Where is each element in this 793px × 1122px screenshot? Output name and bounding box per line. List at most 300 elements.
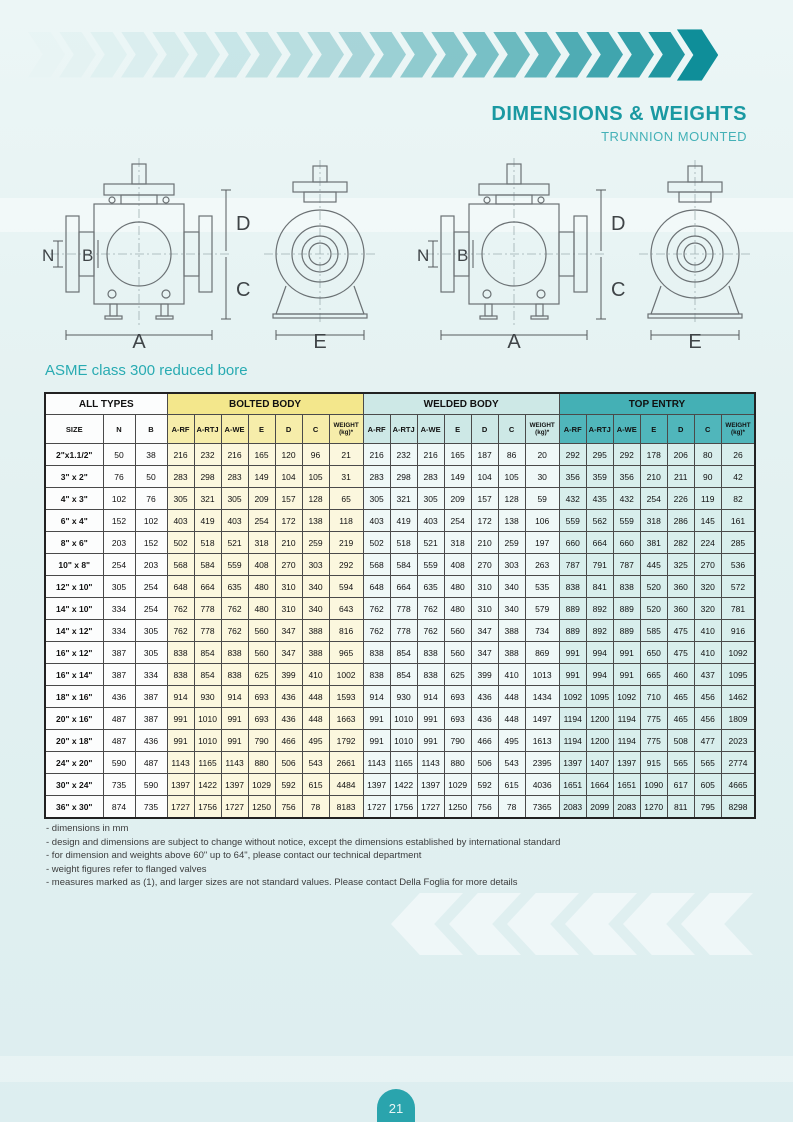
cell-top_entry: 465 xyxy=(667,708,694,730)
cell-n: 334 xyxy=(103,620,135,642)
cell-welded: 778 xyxy=(390,598,417,620)
cell-bolted: 756 xyxy=(275,796,302,819)
cell-bolted: 283 xyxy=(167,466,194,488)
cell-bolted: 1143 xyxy=(221,752,248,774)
cell-bolted: 543 xyxy=(302,752,329,774)
cell-b: 76 xyxy=(135,488,167,510)
cell-welded: 419 xyxy=(390,510,417,532)
cell-top_entry: 295 xyxy=(586,444,613,466)
cell-bolted: 914 xyxy=(221,686,248,708)
cell-bolted: 1593 xyxy=(329,686,363,708)
cell-n: 76 xyxy=(103,466,135,488)
column-header-bolted: E xyxy=(248,415,275,444)
cell-n: 305 xyxy=(103,576,135,598)
cell-bolted: 310 xyxy=(275,576,302,598)
cell-bolted: 2661 xyxy=(329,752,363,774)
cell-welded: 1397 xyxy=(417,774,444,796)
cell-top_entry: 1092 xyxy=(721,642,755,664)
cell-top_entry: 286 xyxy=(667,510,694,532)
bolted-body-valve-drawing xyxy=(24,150,399,358)
cell-n: 436 xyxy=(103,686,135,708)
cell-bolted: 838 xyxy=(221,642,248,664)
cell-top_entry: 2083 xyxy=(613,796,640,819)
cell-top_entry: 292 xyxy=(559,444,586,466)
cell-top_entry: 1809 xyxy=(721,708,755,730)
cell-top_entry: 2774 xyxy=(721,752,755,774)
cell-bolted: 495 xyxy=(302,730,329,752)
cell-top_entry: 1651 xyxy=(559,774,586,796)
cell-b: 50 xyxy=(135,466,167,488)
cell-n: 487 xyxy=(103,708,135,730)
cell-n: 387 xyxy=(103,664,135,686)
cell-welded: 270 xyxy=(471,554,498,576)
dim-label-n: N xyxy=(42,246,55,265)
cell-top_entry: 617 xyxy=(667,774,694,796)
cell-n: 334 xyxy=(103,598,135,620)
cell-welded: 340 xyxy=(498,598,525,620)
cell-bolted: 854 xyxy=(194,642,221,664)
cell-bolted: 914 xyxy=(167,686,194,708)
cell-bolted: 693 xyxy=(248,708,275,730)
cell-welded: 197 xyxy=(525,532,559,554)
cell-top_entry: 254 xyxy=(640,488,667,510)
cell-welded: 1143 xyxy=(363,752,390,774)
cell-top_entry: 781 xyxy=(721,598,755,620)
cell-bolted: 305 xyxy=(167,488,194,510)
cell-bolted: 157 xyxy=(275,488,302,510)
cell-welded: 535 xyxy=(525,576,559,598)
cell-welded: 1013 xyxy=(525,664,559,686)
cell-bolted: 419 xyxy=(194,510,221,532)
cell-welded: 263 xyxy=(525,554,559,576)
cell-top_entry: 1407 xyxy=(586,752,613,774)
cell-top_entry: 410 xyxy=(694,642,721,664)
cell-top_entry: 456 xyxy=(694,686,721,708)
cell-top_entry: 915 xyxy=(640,752,667,774)
cell-welded: 436 xyxy=(471,686,498,708)
cell-welded: 502 xyxy=(363,532,390,554)
cell-welded: 1010 xyxy=(390,730,417,752)
cell-n: 590 xyxy=(103,752,135,774)
dim-label-c: C xyxy=(611,279,626,301)
cell-welded: 506 xyxy=(471,752,498,774)
dim-label-n: N xyxy=(417,246,430,265)
column-header-top_entry: C xyxy=(694,415,721,444)
centerlines xyxy=(50,158,376,326)
cell-welded: 30 xyxy=(525,466,559,488)
cell-bolted: 648 xyxy=(167,576,194,598)
cell-bolted: 502 xyxy=(167,532,194,554)
cell-welded: 172 xyxy=(471,510,498,532)
cell-bolted: 149 xyxy=(248,466,275,488)
cell-welded: 209 xyxy=(444,488,471,510)
cell-bolted: 1756 xyxy=(194,796,221,819)
cell-bolted: 594 xyxy=(329,576,363,598)
cell-n: 254 xyxy=(103,554,135,576)
cell-bolted: 560 xyxy=(248,620,275,642)
cell-size: 4" x 3" xyxy=(45,488,103,510)
cell-bolted: 340 xyxy=(302,576,329,598)
dim-label-a: A xyxy=(132,331,146,353)
cell-b: 102 xyxy=(135,510,167,532)
table-row xyxy=(45,642,755,664)
centerlines xyxy=(425,158,751,326)
cell-bolted: 399 xyxy=(275,664,302,686)
cell-bolted: 880 xyxy=(248,752,275,774)
column-header-top_entry: E xyxy=(640,415,667,444)
cell-bolted: 584 xyxy=(194,554,221,576)
cell-welded: 838 xyxy=(363,642,390,664)
cell-welded: 1497 xyxy=(525,708,559,730)
cell-size: 36" x 30" xyxy=(45,796,103,819)
cell-top_entry: 477 xyxy=(694,730,721,752)
cell-welded: 625 xyxy=(444,664,471,686)
cell-top_entry: 889 xyxy=(559,598,586,620)
cell-welded: 466 xyxy=(471,730,498,752)
table-row xyxy=(45,664,755,686)
cell-bolted: 466 xyxy=(275,730,302,752)
page-title: DIMENSIONS & WEIGHTS xyxy=(491,103,747,125)
cell-welded: 615 xyxy=(498,774,525,796)
cell-welded: 1727 xyxy=(417,796,444,819)
cell-top_entry: 161 xyxy=(721,510,755,532)
cell-top_entry: 42 xyxy=(721,466,755,488)
cell-b: 735 xyxy=(135,796,167,819)
cell-bolted: 762 xyxy=(221,598,248,620)
column-header-b: B xyxy=(135,415,167,444)
cell-bolted: 1250 xyxy=(248,796,275,819)
cell-welded: 4036 xyxy=(525,774,559,796)
cell-welded: 480 xyxy=(444,576,471,598)
group-header-welded: WELDED BODY xyxy=(363,393,559,415)
cell-top_entry: 650 xyxy=(640,642,667,664)
cell-size: 20" x 18" xyxy=(45,730,103,752)
cell-size: 16" x 14" xyxy=(45,664,103,686)
cell-welded: 410 xyxy=(498,664,525,686)
cell-top_entry: 838 xyxy=(559,576,586,598)
cell-top_entry: 1200 xyxy=(586,730,613,752)
cell-top_entry: 82 xyxy=(721,488,755,510)
cell-welded: 1010 xyxy=(390,708,417,730)
cell-welded: 1613 xyxy=(525,730,559,752)
cell-welded: 403 xyxy=(417,510,444,532)
cell-bolted: 118 xyxy=(329,510,363,532)
cell-bolted: 778 xyxy=(194,598,221,620)
cell-top_entry: 787 xyxy=(613,554,640,576)
cell-welded: 347 xyxy=(471,642,498,664)
cell-welded: 59 xyxy=(525,488,559,510)
cell-top_entry: 318 xyxy=(640,510,667,532)
cell-n: 735 xyxy=(103,774,135,796)
background-chevron-decoration xyxy=(681,893,753,955)
cell-bolted: 854 xyxy=(194,664,221,686)
cell-top_entry: 1397 xyxy=(613,752,640,774)
cell-welded: 568 xyxy=(363,554,390,576)
cell-bolted: 283 xyxy=(221,466,248,488)
cell-bolted: 1397 xyxy=(167,774,194,796)
cell-welded: 283 xyxy=(417,466,444,488)
cell-bolted: 1143 xyxy=(167,752,194,774)
cell-n: 387 xyxy=(103,642,135,664)
cell-size: 8" x 6" xyxy=(45,532,103,554)
cell-bolted: 216 xyxy=(167,444,194,466)
cell-bolted: 436 xyxy=(275,686,302,708)
cell-top_entry: 1095 xyxy=(586,686,613,708)
cell-bolted: 78 xyxy=(302,796,329,819)
cell-bolted: 21 xyxy=(329,444,363,466)
cell-top_entry: 565 xyxy=(694,752,721,774)
cell-top_entry: 119 xyxy=(694,488,721,510)
cell-welded: 216 xyxy=(417,444,444,466)
cell-welded: 579 xyxy=(525,598,559,620)
cell-welded: 305 xyxy=(417,488,444,510)
technical-drawings xyxy=(24,150,774,358)
cell-bolted: 408 xyxy=(248,554,275,576)
cell-welded: 157 xyxy=(471,488,498,510)
cell-welded: 1727 xyxy=(363,796,390,819)
cell-top_entry: 811 xyxy=(667,796,694,819)
cell-top_entry: 80 xyxy=(694,444,721,466)
cell-top_entry: 2099 xyxy=(586,796,613,819)
valve-line-drawing xyxy=(399,150,774,358)
cell-top_entry: 559 xyxy=(613,510,640,532)
dim-label-c: C xyxy=(236,279,251,301)
dim-label-b: B xyxy=(457,246,469,265)
cell-welded: 7365 xyxy=(525,796,559,819)
cell-top_entry: 572 xyxy=(721,576,755,598)
cell-top_entry: 775 xyxy=(640,708,667,730)
cell-welded: 448 xyxy=(498,686,525,708)
cell-size: 14" x 10" xyxy=(45,598,103,620)
cell-welded: 305 xyxy=(363,488,390,510)
cell-top_entry: 664 xyxy=(586,532,613,554)
dim-label-e: E xyxy=(688,331,702,353)
cell-welded: 388 xyxy=(498,620,525,642)
cell-welded: 1422 xyxy=(390,774,417,796)
valve-side-view xyxy=(273,166,367,318)
cell-b: 590 xyxy=(135,774,167,796)
cell-welded: 543 xyxy=(498,752,525,774)
column-header-top_entry: WEIGHT (kg)* xyxy=(721,415,755,444)
footnote-line: - design and dimensions are subject to change without notice, except the dimensions established by international standard xyxy=(46,836,561,848)
cell-b: 38 xyxy=(135,444,167,466)
dim-label-b: B xyxy=(82,246,94,265)
cell-bolted: 991 xyxy=(167,730,194,752)
cell-welded: 1143 xyxy=(417,752,444,774)
table-row xyxy=(45,444,755,466)
cell-bolted: 991 xyxy=(167,708,194,730)
cell-top_entry: 178 xyxy=(640,444,667,466)
cell-bolted: 216 xyxy=(221,444,248,466)
group-header-all-types: ALL TYPES xyxy=(45,393,167,415)
cell-top_entry: 292 xyxy=(613,444,640,466)
cell-welded: 838 xyxy=(363,664,390,686)
cell-top_entry: 460 xyxy=(667,664,694,686)
cell-bolted: 1792 xyxy=(329,730,363,752)
cell-top_entry: 8298 xyxy=(721,796,755,819)
cell-top_entry: 1194 xyxy=(613,730,640,752)
cell-b: 387 xyxy=(135,708,167,730)
cell-n: 50 xyxy=(103,444,135,466)
cell-welded: 838 xyxy=(417,664,444,686)
cell-bolted: 403 xyxy=(221,510,248,532)
cell-top_entry: 1095 xyxy=(721,664,755,686)
cell-top_entry: 381 xyxy=(640,532,667,554)
valve-side-view xyxy=(648,166,742,318)
cell-top_entry: 787 xyxy=(559,554,586,576)
cell-bolted: 96 xyxy=(302,444,329,466)
cell-welded: 854 xyxy=(390,664,417,686)
cell-welded: 518 xyxy=(390,532,417,554)
cell-welded: 86 xyxy=(498,444,525,466)
cell-bolted: 138 xyxy=(302,510,329,532)
cell-welded: 78 xyxy=(498,796,525,819)
column-header-welded: WEIGHT (kg)* xyxy=(525,415,559,444)
cell-top_entry: 1092 xyxy=(613,686,640,708)
cell-bolted: 410 xyxy=(302,664,329,686)
table-row xyxy=(45,532,755,554)
cell-welded: 1434 xyxy=(525,686,559,708)
cell-bolted: 436 xyxy=(275,708,302,730)
cell-b: 254 xyxy=(135,576,167,598)
cell-top_entry: 889 xyxy=(613,620,640,642)
cell-bolted: 1010 xyxy=(194,708,221,730)
cell-welded: 762 xyxy=(363,598,390,620)
cell-welded: 930 xyxy=(390,686,417,708)
cell-bolted: 991 xyxy=(221,730,248,752)
cell-bolted: 1422 xyxy=(194,774,221,796)
table-row xyxy=(45,774,755,796)
cell-welded: 854 xyxy=(390,642,417,664)
cell-size: 14" x 12" xyxy=(45,620,103,642)
cell-welded: 340 xyxy=(498,576,525,598)
cell-bolted: 778 xyxy=(194,620,221,642)
cell-welded: 560 xyxy=(444,620,471,642)
cell-welded: 790 xyxy=(444,730,471,752)
cell-bolted: 165 xyxy=(248,444,275,466)
cell-bolted: 480 xyxy=(248,576,275,598)
cell-b: 152 xyxy=(135,532,167,554)
cell-welded: 914 xyxy=(417,686,444,708)
cell-welded: 1397 xyxy=(363,774,390,796)
cell-bolted: 120 xyxy=(275,444,302,466)
background-band xyxy=(0,1056,793,1082)
cell-bolted: 790 xyxy=(248,730,275,752)
cell-size: 2"x1.1/2" xyxy=(45,444,103,466)
cell-bolted: 292 xyxy=(329,554,363,576)
cell-n: 487 xyxy=(103,730,135,752)
cell-bolted: 1727 xyxy=(221,796,248,819)
cell-welded: 138 xyxy=(498,510,525,532)
cell-bolted: 388 xyxy=(302,620,329,642)
cell-bolted: 664 xyxy=(194,576,221,598)
cell-welded: 991 xyxy=(363,708,390,730)
cell-size: 12" x 10" xyxy=(45,576,103,598)
cell-welded: 20 xyxy=(525,444,559,466)
column-header-top_entry: A-WE xyxy=(613,415,640,444)
cell-welded: 1250 xyxy=(444,796,471,819)
table-row xyxy=(45,576,755,598)
column-header-welded: A-RF xyxy=(363,415,390,444)
cell-top_entry: 775 xyxy=(640,730,667,752)
dim-label-e: E xyxy=(313,331,327,353)
cell-b: 305 xyxy=(135,642,167,664)
table-row xyxy=(45,730,755,752)
cell-bolted: 568 xyxy=(167,554,194,576)
cell-bolted: 930 xyxy=(194,686,221,708)
dimensions-weights-table xyxy=(44,392,756,819)
cell-welded: 254 xyxy=(444,510,471,532)
cell-top_entry: 1664 xyxy=(586,774,613,796)
cell-bolted: 838 xyxy=(167,664,194,686)
cell-top_entry: 2023 xyxy=(721,730,755,752)
group-header-top_entry: TOP ENTRY xyxy=(559,393,755,415)
title-block xyxy=(491,103,747,144)
cell-welded: 1756 xyxy=(390,796,417,819)
cell-welded: 318 xyxy=(444,532,471,554)
cell-bolted: 615 xyxy=(302,774,329,796)
cell-top_entry: 562 xyxy=(586,510,613,532)
cell-top_entry: 320 xyxy=(694,576,721,598)
table-row xyxy=(45,708,755,730)
cell-top_entry: 4665 xyxy=(721,774,755,796)
cell-welded: 756 xyxy=(471,796,498,819)
cell-welded: 521 xyxy=(417,532,444,554)
cell-bolted: 270 xyxy=(275,554,302,576)
column-header-welded: E xyxy=(444,415,471,444)
cell-bolted: 318 xyxy=(248,532,275,554)
cell-size: 10" x 8" xyxy=(45,554,103,576)
column-header-top_entry: D xyxy=(667,415,694,444)
cell-top_entry: 660 xyxy=(559,532,586,554)
cell-bolted: 518 xyxy=(194,532,221,554)
cell-b: 254 xyxy=(135,598,167,620)
cell-welded: 210 xyxy=(471,532,498,554)
cell-top_entry: 26 xyxy=(721,444,755,466)
cell-welded: 584 xyxy=(390,554,417,576)
cell-size: 3" x 2" xyxy=(45,466,103,488)
cell-welded: 880 xyxy=(444,752,471,774)
column-header-welded: A-RTJ xyxy=(390,415,417,444)
cell-welded: 560 xyxy=(444,642,471,664)
cell-top_entry: 475 xyxy=(667,642,694,664)
cell-b: 436 xyxy=(135,730,167,752)
cell-welded: 2395 xyxy=(525,752,559,774)
group-header-bolted: BOLTED BODY xyxy=(167,393,363,415)
cell-top_entry: 520 xyxy=(640,576,667,598)
cell-bolted: 506 xyxy=(275,752,302,774)
cell-bolted: 4484 xyxy=(329,774,363,796)
cell-bolted: 403 xyxy=(167,510,194,532)
cell-welded: 762 xyxy=(363,620,390,642)
cell-bolted: 388 xyxy=(302,642,329,664)
cell-welded: 762 xyxy=(417,598,444,620)
cell-b: 387 xyxy=(135,686,167,708)
cell-n: 874 xyxy=(103,796,135,819)
cell-top_entry: 285 xyxy=(721,532,755,554)
cell-bolted: 305 xyxy=(221,488,248,510)
table-row xyxy=(45,796,755,819)
cell-bolted: 480 xyxy=(248,598,275,620)
cell-size: 24" x 20" xyxy=(45,752,103,774)
cell-bolted: 762 xyxy=(167,598,194,620)
cell-top_entry: 991 xyxy=(613,642,640,664)
cell-b: 305 xyxy=(135,620,167,642)
footnote-line: - measures marked as (1), and larger sizes are not standard values. Please contact Della Foglia for more details xyxy=(46,877,518,888)
cell-top_entry: 605 xyxy=(694,774,721,796)
cell-size: 16" x 12" xyxy=(45,642,103,664)
cell-top_entry: 795 xyxy=(694,796,721,819)
